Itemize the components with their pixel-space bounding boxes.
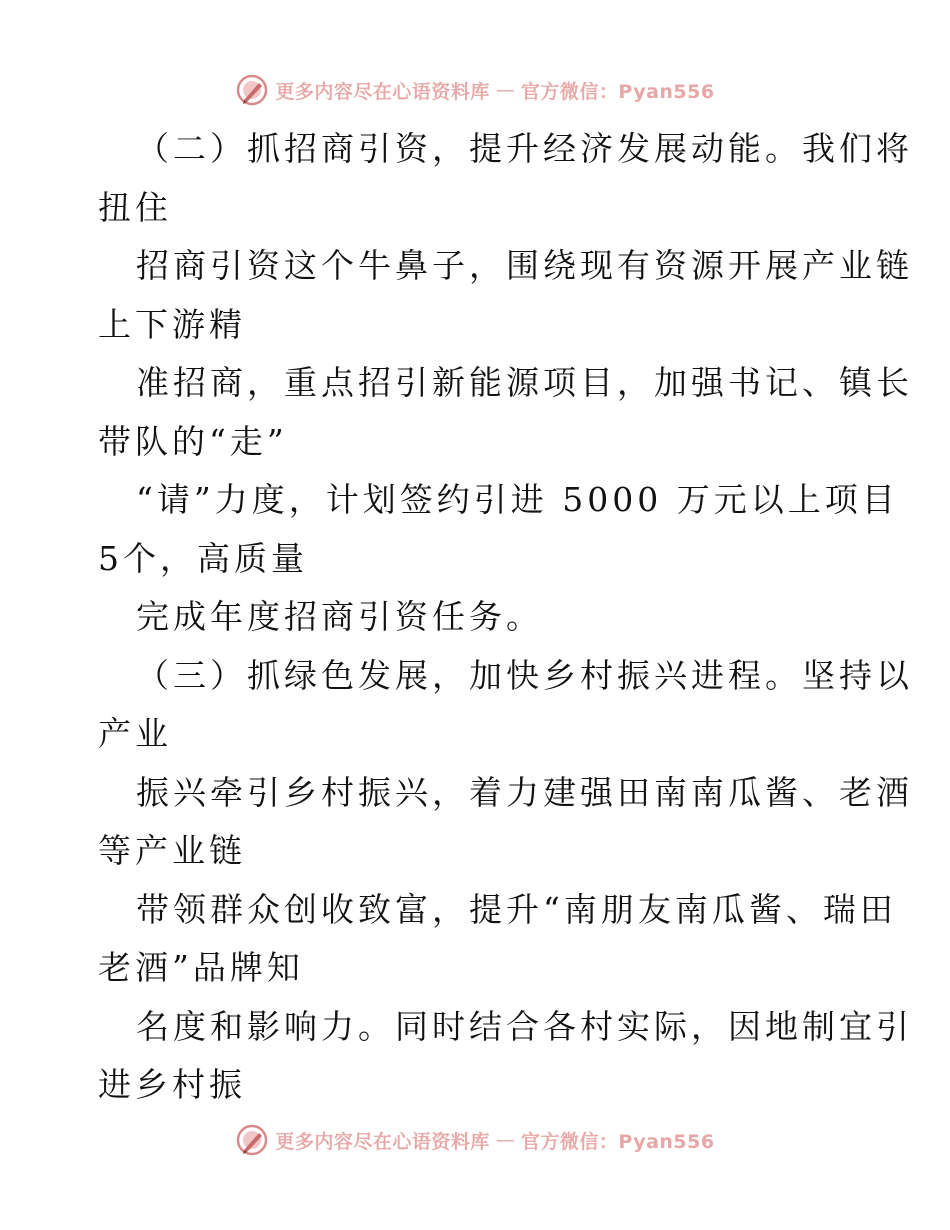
watermark-text: 更多内容尽在心语资料库 <box>275 80 490 103</box>
text-line: 准招商，重点招引新能源项目，加强书记、镇长 <box>136 363 913 402</box>
pen-logo-icon <box>235 1123 269 1157</box>
text-line: 振兴牵引乡村振兴，着力建强田南南瓜酱、老酒 <box>136 772 913 812</box>
text-line: （二）抓招商引资，提升经济发展动能。我们将 <box>136 129 913 168</box>
text-line: 带领群众创收致富，提升“南朋友南瓜酱、瑞田 <box>136 889 897 929</box>
text-line: 扭住 <box>98 187 172 227</box>
footer-watermark <box>0 1118 950 1162</box>
text-line: 进乡村振 <box>98 1065 246 1104</box>
header-watermark <box>0 68 950 112</box>
text-line: 产业 <box>98 714 172 753</box>
text-line: （三）抓绿色发展，加快乡村振兴进程。坚持以 <box>136 655 913 695</box>
text-line: 上下游精 <box>98 304 246 344</box>
text-line: 招商引资这个牛鼻子，围绕现有资源开展产业链 <box>136 246 913 285</box>
document-body <box>98 120 913 1115</box>
text-line: 完成年度招商引资任务。 <box>136 597 543 636</box>
watermark-text: 更多内容尽在心语资料库 <box>275 1130 490 1153</box>
pen-logo-icon <box>235 73 269 107</box>
text-line: “请”力度，计划签约引进 5000 万元以上项目 <box>136 480 899 519</box>
text-line: 带队的“走” <box>98 421 288 461</box>
watermark-contact: 官方微信：Pyan556 <box>520 80 715 103</box>
watermark-contact: 官方微信：Pyan556 <box>520 1130 715 1153</box>
text-line: 5个，高质量 <box>98 538 308 578</box>
watermark-separator: — <box>495 1129 515 1151</box>
text-line: 等产业链 <box>98 831 246 870</box>
watermark-separator: — <box>495 79 515 101</box>
text-line: 老酒”品牌知 <box>98 948 304 987</box>
text-line: 名度和影响力。同时结合各村实际，因地制宜引 <box>136 1006 913 1046</box>
